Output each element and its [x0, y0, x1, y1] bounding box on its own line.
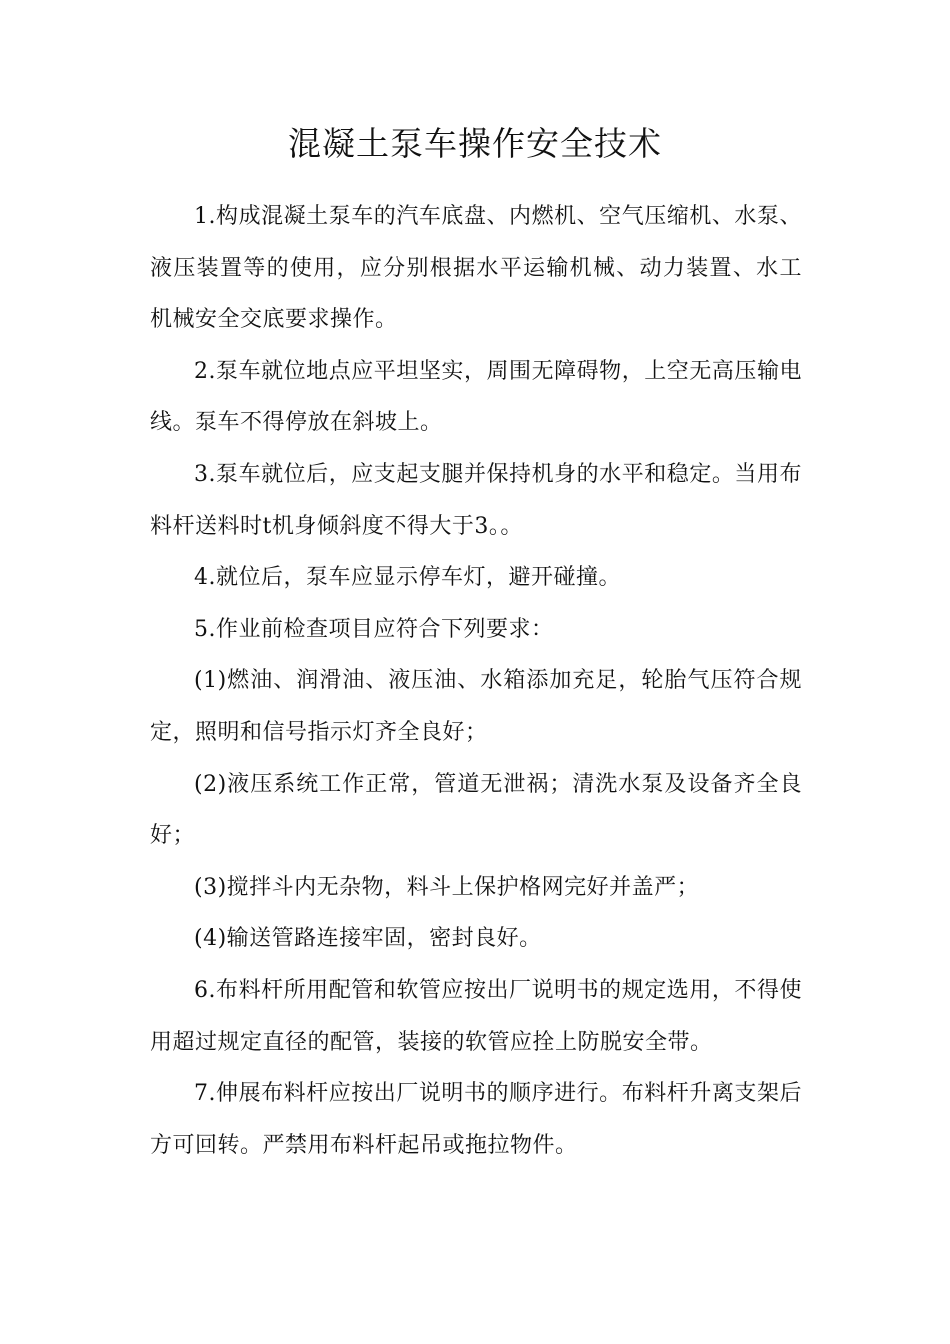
paragraph-5-item-4: (4)输送管路连接牢固，密封良好。	[194, 926, 542, 952]
paragraph-6: 6.布料杆所用配管和软管应按出厂说明书的规定选用，不得使用超过规定直径的配管，装接的软管应拴上防脱安全带。	[150, 977, 802, 1055]
paragraph-5-item-2: (2)液压系统工作正常，管道无泄祸；清洗水泵及设备齐全良好；	[150, 771, 802, 849]
paragraph-5-item-1: (1)燃油、润滑油、液压油、水箱添加充足，轮胎气压符合规定，照明和信号指示灯齐全良好；	[150, 668, 802, 745]
paragraph-5: 5.作业前检查项目应符合下列要求：	[194, 616, 554, 642]
paragraph-7: 7.伸展布料杆应按出厂说明书的顺序进行。布料杆升离支架后方可回转。严禁用布料杆起吊或拖拉物件。	[150, 1081, 802, 1158]
document-body	[150, 191, 802, 1171]
paragraph-1: 1.构成混凝土泵车的汽车底盘、内燃机、空气压缩机、水泵、液压装置等的使用，应分别根据水平运输机械、动力装置、水工机械安全交底要求操作。	[150, 204, 802, 333]
document-title: 混凝土泵车操作安全技术	[288, 124, 662, 163]
paragraph-5-item-3: (3)搅拌斗内无杂物，料斗上保护格网完好并盖严；	[194, 874, 700, 900]
paragraph-4: 4.就位后，泵车应显示停车灯，避开碰撞。	[194, 565, 621, 591]
paragraph-2: 2.泵车就位地点应平坦坚实，周围无障碍物，上空无高压输电线。泵车不得停放在斜坡上。	[150, 358, 802, 436]
paragraph-3: 3.泵车就位后，应支起支腿并保持机身的水平和稳定。当用布料杆送料时t机身倾斜度不得大于3。。	[150, 461, 802, 539]
